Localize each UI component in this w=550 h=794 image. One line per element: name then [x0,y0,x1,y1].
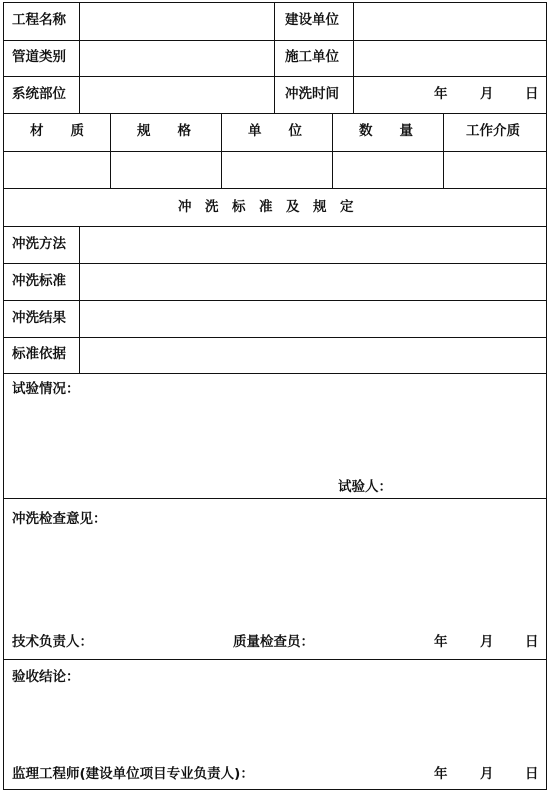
row-divider [3,151,547,152]
inspection-opinion-field[interactable] [5,530,545,625]
flush-standard-field[interactable] [81,265,545,299]
project-name-label: 工程名称 [12,12,66,28]
col-divider [110,113,111,188]
flush-method-field[interactable] [81,228,545,262]
column-header-unit: 单 位 [248,123,302,139]
supervisor-label: 监理工程师(建设单位项目专业负责人)： [12,766,254,782]
section-title: 冲 洗 标 准 及 规 定 [178,199,354,215]
system-part-field[interactable] [81,78,273,112]
row-divider [3,226,547,227]
contractor-label: 施工单位 [285,49,339,65]
pipe-type-label: 管道类别 [12,49,66,65]
spec-field[interactable] [112,153,220,187]
flush-time-day: 日 [525,86,539,102]
inspection-year: 年 [434,634,448,650]
acceptance-conclusion-label: 验收结论： [12,669,80,685]
col-divider [443,113,444,188]
acceptance-day: 日 [525,766,539,782]
inspection-month: 月 [480,634,494,650]
col-divider [79,2,80,113]
row-divider [3,498,547,499]
builder-label: 建设单位 [285,12,339,28]
row-divider [3,188,547,189]
column-header-quantity: 数 量 [359,123,413,139]
col-divider [221,113,222,188]
col-divider [353,2,354,113]
flush-result-field[interactable] [81,302,545,336]
column-header-spec: 规 格 [137,123,191,139]
flush-standard-label: 冲洗标准 [12,273,66,289]
contractor-field[interactable] [355,42,545,75]
acceptance-conclusion-field[interactable] [5,688,545,758]
col-divider [332,113,333,188]
row-divider [3,263,547,264]
inspection-day: 日 [525,634,539,650]
qc-inspector-label: 质量检查员： [233,634,314,650]
acceptance-year: 年 [434,766,448,782]
row-divider [3,659,547,660]
column-header-material: 材 质 [30,123,84,139]
builder-field[interactable] [355,4,545,39]
column-header-medium: 工作介质 [466,123,520,139]
medium-field[interactable] [445,153,545,187]
system-part-label: 系统部位 [12,86,66,102]
col-divider [274,2,275,113]
row-divider [3,300,547,301]
col-divider [79,226,80,373]
project-name-field[interactable] [81,4,273,39]
test-status-label: 试验情况： [12,381,80,397]
pipe-type-field[interactable] [81,42,273,75]
standard-basis-label: 标准依据 [12,346,66,362]
tech-lead-label: 技术负责人： [12,634,93,650]
flush-method-label: 冲洗方法 [12,236,66,252]
inspection-opinion-label: 冲洗检查意见： [12,511,107,527]
row-divider [3,337,547,338]
flush-time-month: 月 [480,86,494,102]
test-status-field[interactable] [5,400,545,470]
flush-test-form [3,2,547,790]
flush-result-label: 冲洗结果 [12,310,66,326]
quantity-field[interactable] [334,153,442,187]
standard-basis-field[interactable] [81,339,545,372]
row-divider [3,373,547,374]
flush-time-label: 冲洗时间 [285,86,339,102]
acceptance-month: 月 [480,766,494,782]
row-divider [3,113,547,114]
unit-field[interactable] [223,153,331,187]
material-field[interactable] [5,153,109,187]
tester-label: 试验人： [338,479,392,495]
flush-time-year: 年 [434,86,448,102]
